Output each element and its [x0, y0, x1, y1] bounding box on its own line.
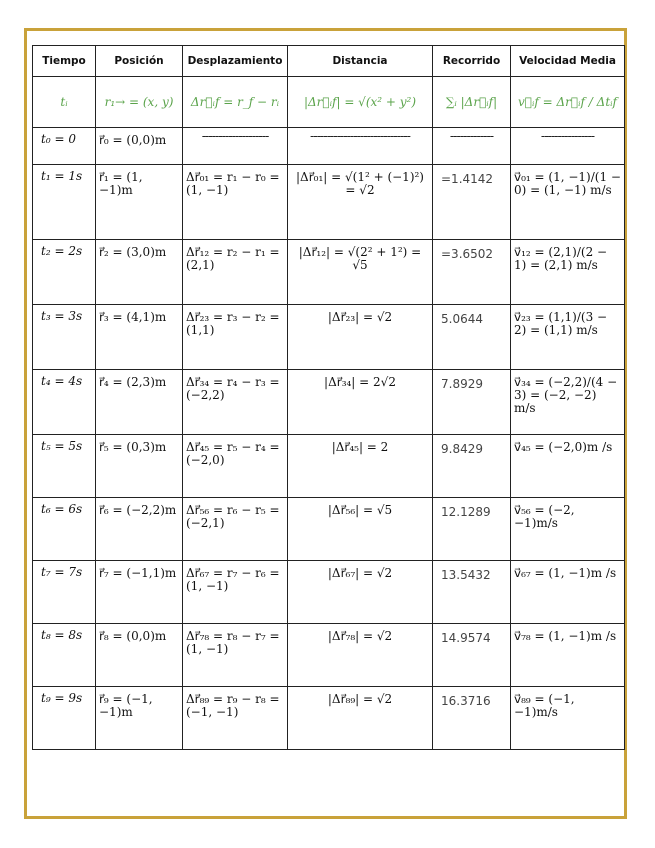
cell-desplazamiento: Δr⃗₀₁ = r₁ − r₀ = (1, −1) — [183, 165, 288, 240]
cell-tiempo: t₆ = 6s — [33, 498, 96, 561]
table-row — [33, 687, 625, 750]
header-posicion: Posición — [96, 46, 183, 77]
header-recorrido: Recorrido — [433, 46, 511, 77]
formula-tiempo: tᵢ — [33, 77, 96, 128]
kinematics-table — [32, 45, 625, 750]
cell-desplazamiento: Δr⃗₃₄ = r₄ − r₃ = (−2,2) — [183, 370, 288, 435]
cell-posicion: r⃗₆ = (−2,2)m — [96, 498, 183, 561]
cell-posicion: r⃗₄ = (2,3)m — [96, 370, 183, 435]
cell-posicion: r⃗₂ = (3,0)m — [96, 240, 183, 305]
header-row — [33, 46, 625, 77]
cell-desplazamiento: Δr⃗₅₆ = r₆ − r₅ = (−2,1) — [183, 498, 288, 561]
table-row — [33, 165, 625, 240]
cell-velocidad: ---------------- — [511, 128, 625, 165]
cell-velocidad: v⃗₈₉ = (−1, −1)m/s — [511, 687, 625, 750]
formula-desplazamiento: Δr⃗ᵢf = r_f − rᵢ — [183, 77, 288, 128]
cell-distancia: |Δr⃗₂₃| = √2 — [288, 305, 433, 370]
cell-recorrido: ------------- — [433, 128, 511, 165]
cell-posicion: r⃗₁ = (1, −1)m — [96, 165, 183, 240]
cell-distancia: |Δr⃗₆₇| = √2 — [288, 561, 433, 624]
cell-posicion: r⃗₈ = (0,0)m — [96, 624, 183, 687]
cell-recorrido: 14.9574 — [433, 624, 511, 687]
cell-tiempo: t₂ = 2s — [33, 240, 96, 305]
cell-distancia: |Δr⃗₁₂| = √(2² + 1²) = √5 — [288, 240, 433, 305]
table-row — [33, 624, 625, 687]
table-row — [33, 435, 625, 498]
cell-distancia: ------------------------------ — [288, 128, 433, 165]
cell-recorrido: 16.3716 — [433, 687, 511, 750]
cell-desplazamiento: Δr⃗₇₈ = r₈ − r₇ = (1, −1) — [183, 624, 288, 687]
cell-velocidad: v⃗₃₄ = (−2,2)/(4 − 3) = (−2, −2) m/s — [511, 370, 625, 435]
cell-velocidad: v⃗₆₇ = (1, −1)m /s — [511, 561, 625, 624]
cell-posicion: r⃗₃ = (4,1)m — [96, 305, 183, 370]
cell-desplazamiento: Δr⃗₄₅ = r₅ − r₄ = (−2,0) — [183, 435, 288, 498]
table-row — [33, 498, 625, 561]
cell-tiempo: t₀ = 0 — [33, 128, 96, 165]
formula-velocidad: v⃗ᵢf = Δr⃗ᵢf / Δtᵢf — [511, 77, 625, 128]
cell-recorrido: =3.6502 — [433, 240, 511, 305]
cell-velocidad: v⃗₅₆ = (−2, −1)m/s — [511, 498, 625, 561]
cell-desplazamiento: Δr⃗₁₂ = r₂ − r₁ = (2,1) — [183, 240, 288, 305]
cell-velocidad: v⃗₂₃ = (1,1)/(3 − 2) = (1,1) m/s — [511, 305, 625, 370]
formula-distancia: |Δr⃗ᵢf| = √(x² + y²) — [288, 77, 433, 128]
header-desplazamiento: Desplazamiento — [183, 46, 288, 77]
cell-tiempo: t₈ = 8s — [33, 624, 96, 687]
table-row — [33, 370, 625, 435]
cell-recorrido: 5.0644 — [433, 305, 511, 370]
header-velocidad: Velocidad Media — [511, 46, 625, 77]
cell-tiempo: t₁ = 1s — [33, 165, 96, 240]
cell-desplazamiento: Δr⃗₆₇ = r₇ − r₆ = (1, −1) — [183, 561, 288, 624]
cell-posicion: r⃗₀ = (0,0)m — [96, 128, 183, 165]
cell-recorrido: 12.1289 — [433, 498, 511, 561]
cell-velocidad: v⃗₀₁ = (1, −1)/(1 − 0) = (1, −1) m/s — [511, 165, 625, 240]
cell-recorrido: 13.5432 — [433, 561, 511, 624]
cell-desplazamiento: Δr⃗₈₉ = r₉ − r₈ = (−1, −1) — [183, 687, 288, 750]
table-row — [33, 240, 625, 305]
cell-tiempo: t₇ = 7s — [33, 561, 96, 624]
cell-recorrido: =1.4142 — [433, 165, 511, 240]
header-tiempo: Tiempo — [33, 46, 96, 77]
cell-distancia: |Δr⃗₅₆| = √5 — [288, 498, 433, 561]
table-row — [33, 128, 625, 165]
formula-row — [33, 77, 625, 128]
cell-posicion: r⃗₉ = (−1, −1)m — [96, 687, 183, 750]
cell-tiempo: t₄ = 4s — [33, 370, 96, 435]
header-distancia: Distancia — [288, 46, 433, 77]
cell-distancia: |Δr⃗₃₄| = 2√2 — [288, 370, 433, 435]
formula-recorrido: ∑ᵢ |Δr⃗ᵢf| — [433, 77, 511, 128]
cell-tiempo: t₅ = 5s — [33, 435, 96, 498]
cell-posicion: r⃗₇ = (−1,1)m — [96, 561, 183, 624]
cell-distancia: |Δr⃗₈₉| = √2 — [288, 687, 433, 750]
cell-velocidad: v⃗₇₈ = (1, −1)m /s — [511, 624, 625, 687]
cell-recorrido: 9.8429 — [433, 435, 511, 498]
cell-velocidad: v⃗₁₂ = (2,1)/(2 − 1) = (2,1) m/s — [511, 240, 625, 305]
table-row — [33, 305, 625, 370]
formula-posicion: r₁→ = (x, y) — [96, 77, 183, 128]
cell-recorrido: 7.8929 — [433, 370, 511, 435]
table-row — [33, 561, 625, 624]
cell-desplazamiento: Δr⃗₂₃ = r₃ − r₂ = (1,1) — [183, 305, 288, 370]
cell-tiempo: t₉ = 9s — [33, 687, 96, 750]
cell-distancia: |Δr⃗₀₁| = √(1² + (−1)²) = √2 — [288, 165, 433, 240]
cell-posicion: r⃗₅ = (0,3)m — [96, 435, 183, 498]
cell-distancia: |Δr⃗₇₈| = √2 — [288, 624, 433, 687]
cell-velocidad: v⃗₄₅ = (−2,0)m /s — [511, 435, 625, 498]
cell-tiempo: t₃ = 3s — [33, 305, 96, 370]
cell-distancia: |Δr⃗₄₅| = 2 — [288, 435, 433, 498]
cell-desplazamiento: -------------------- — [183, 128, 288, 165]
